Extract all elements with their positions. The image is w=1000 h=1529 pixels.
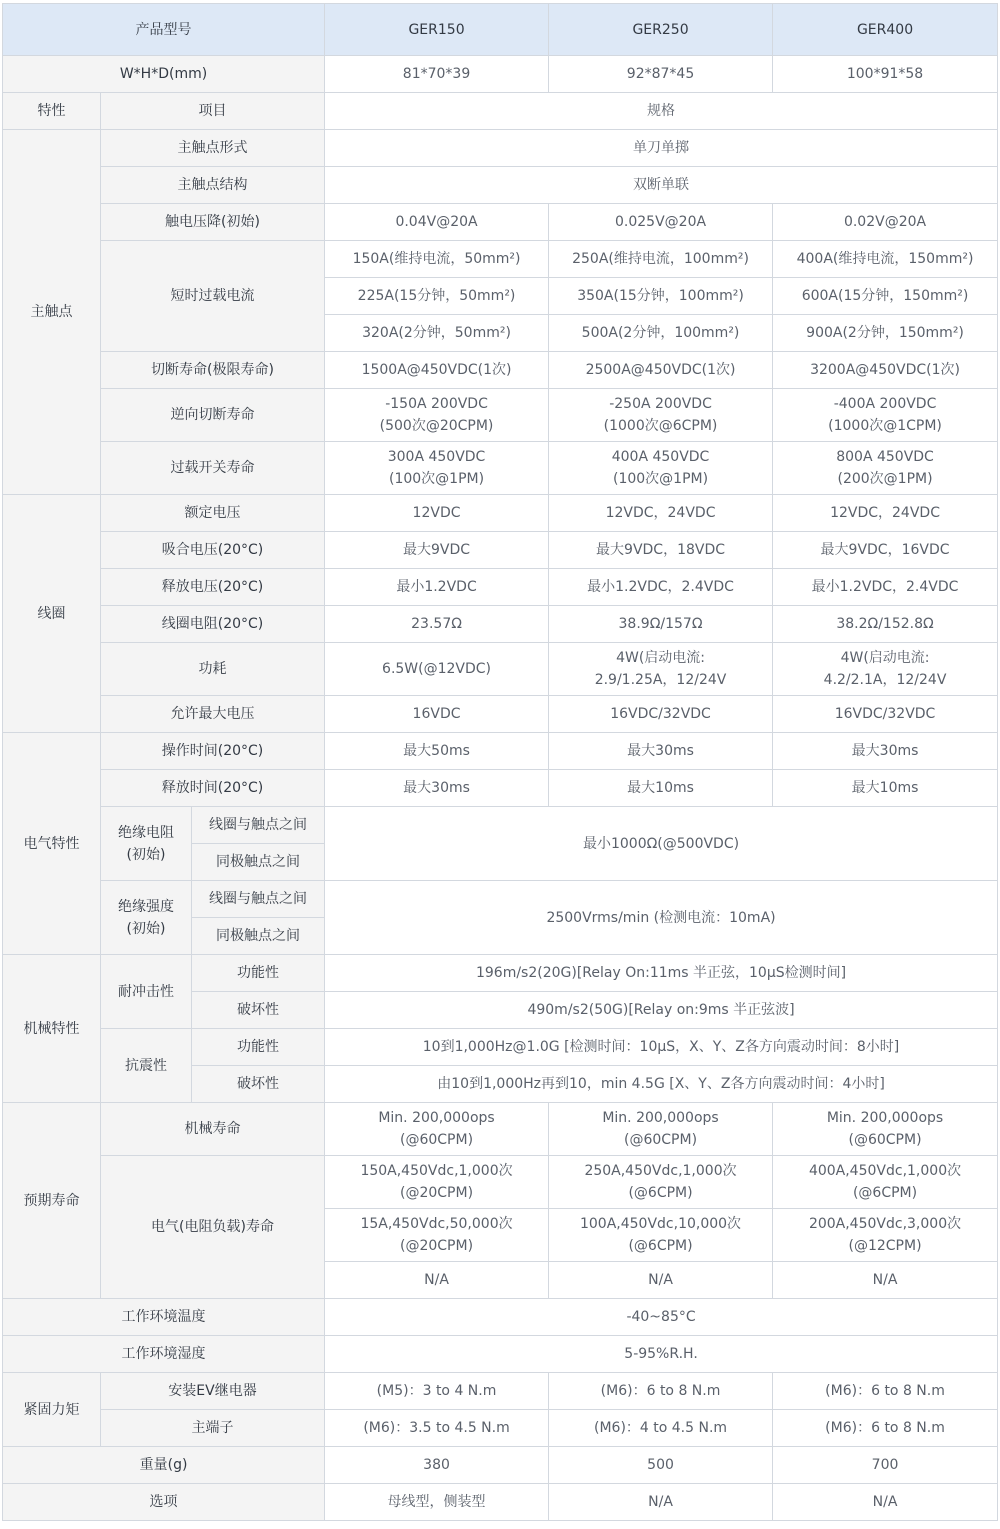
row-label: 额定电压	[101, 495, 325, 532]
cell-value: 双断单联	[325, 167, 998, 204]
cell-value: (M6)：6 to 8 N.m	[773, 1410, 998, 1447]
cell-value: 12VDC，24VDC	[549, 495, 773, 532]
row-label: 抗震性	[101, 1029, 192, 1103]
cell-value: 700	[773, 1447, 998, 1484]
cell-value: 100A,450Vdc,10,000次 (@6CPM)	[549, 1209, 773, 1262]
cell-value: 4W(启动电流: 4.2/2.1A，12/24V	[773, 643, 998, 696]
row-label: 短时过载电流	[101, 241, 325, 352]
cell-value: 38.2Ω/152.8Ω	[773, 606, 998, 643]
row-label: 主端子	[101, 1410, 325, 1447]
row-label: 安装EV继电器	[101, 1373, 325, 1410]
cell-value: 500A(2分钟，100mm²)	[549, 315, 773, 352]
table-row	[3, 442, 998, 495]
cell-value: 0.025V@20A	[549, 204, 773, 241]
cell-value: 400A,450Vdc,1,000次 (@6CPM)	[773, 1156, 998, 1209]
sub-label: 功能性	[192, 955, 325, 992]
table-row	[3, 93, 998, 130]
row-label: 释放时间(20°C)	[101, 770, 325, 807]
table-row	[3, 204, 998, 241]
cell-value: 4W(启动电流: 2.9/1.25A，12/24V	[549, 643, 773, 696]
cell-value: -40~85°C	[325, 1299, 998, 1336]
row-label: 吸合电压(20°C)	[101, 532, 325, 569]
row-label: 允许最大电压	[101, 696, 325, 733]
cell-value: 母线型，侧装型	[325, 1484, 549, 1521]
cell-value: 最大10ms	[549, 770, 773, 807]
cell-value: N/A	[325, 1262, 549, 1299]
cell-value: Min. 200,000ops (@60CPM)	[549, 1103, 773, 1156]
cell-value: 最大10ms	[773, 770, 998, 807]
row-label: 电气(电阻负载)寿命	[101, 1156, 325, 1299]
row-label: 释放电压(20°C)	[101, 569, 325, 606]
row-label: 重量(g)	[3, 1447, 325, 1484]
model-ger400: GER400	[773, 4, 998, 56]
table-row	[3, 1336, 998, 1373]
sub-label: 破坏性	[192, 992, 325, 1029]
cell-value: 150A,450Vdc,1,000次 (@20CPM)	[325, 1156, 549, 1209]
row-label: 线圈电阻(20°C)	[101, 606, 325, 643]
table-row	[3, 643, 998, 696]
table-row	[3, 130, 998, 167]
cell-value: 5-95%R.H.	[325, 1336, 998, 1373]
table-row	[3, 352, 998, 389]
cell-value: 16VDC/32VDC	[549, 696, 773, 733]
row-label: 选项	[3, 1484, 325, 1521]
table-row	[3, 532, 998, 569]
cell-value: 350A(15分钟，100mm²)	[549, 278, 773, 315]
cell-value: 最大9VDC，16VDC	[773, 532, 998, 569]
cell-value: (M6)：3.5 to 4.5 N.m	[325, 1410, 549, 1447]
item-heading: 项目	[101, 93, 325, 130]
cell-value: -250A 200VDC (1000次@6CPM)	[549, 389, 773, 442]
table-row	[3, 569, 998, 606]
cell-value: 0.04V@20A	[325, 204, 549, 241]
cell-value: 最大9VDC	[325, 532, 549, 569]
cell-value: 2500Vrms/min (检测电流：10mA)	[325, 881, 998, 955]
cell-value: 600A(15分钟，150mm²)	[773, 278, 998, 315]
table-row	[3, 770, 998, 807]
cell-value: 320A(2分钟，50mm²)	[325, 315, 549, 352]
row-label: 功耗	[101, 643, 325, 696]
cell-value: 最小1.2VDC，2.4VDC	[549, 569, 773, 606]
table-row	[3, 807, 998, 844]
sub-label: 破坏性	[192, 1066, 325, 1103]
cell-value: Min. 200,000ops (@60CPM)	[773, 1103, 998, 1156]
cell-value: 2500A@450VDC(1次)	[549, 352, 773, 389]
dimensions-label: W*H*D(mm)	[3, 56, 325, 93]
table-row	[3, 1029, 998, 1066]
cell-value: 400A 450VDC (100次@1PM)	[549, 442, 773, 495]
cell-value: 3200A@450VDC(1次)	[773, 352, 998, 389]
cell-value: 250A,450Vdc,1,000次 (@6CPM)	[549, 1156, 773, 1209]
sub-label: 同极触点之间	[192, 844, 325, 881]
cell-value: 最大30ms	[549, 733, 773, 770]
model-header: 产品型号	[3, 4, 325, 56]
row-label: 机械寿命	[101, 1103, 325, 1156]
cell-value: -150A 200VDC (500次@20CPM)	[325, 389, 549, 442]
cell-value: Min. 200,000ops (@60CPM)	[325, 1103, 549, 1156]
cell-value: 10到1,000Hz@1.0G [检测时间：10μS，X、Y、Z各方向震动时间：8小时]	[325, 1029, 998, 1066]
group-mechanical: 机械特性	[3, 955, 101, 1103]
cell-value: N/A	[773, 1262, 998, 1299]
cell-value: 300A 450VDC (100次@1PM)	[325, 442, 549, 495]
cell-value: (M6)：6 to 8 N.m	[549, 1373, 773, 1410]
cell-value: N/A	[549, 1262, 773, 1299]
row-label: 绝缘强度 (初始)	[101, 881, 192, 955]
cell-value: 0.02V@20A	[773, 204, 998, 241]
cell-value: 200A,450Vdc,3,000次 (@12CPM)	[773, 1209, 998, 1262]
dimension-value: 92*87*45	[549, 56, 773, 93]
dimension-value: 100*91*58	[773, 56, 998, 93]
cell-value: 最小1000Ω(@500VDC)	[325, 807, 998, 881]
table-row	[3, 389, 998, 442]
table-row	[3, 167, 998, 204]
cell-value: 12VDC	[325, 495, 549, 532]
table-row	[3, 955, 998, 992]
cell-value: (M6)：4 to 4.5 N.m	[549, 1410, 773, 1447]
row-label: 工作环境温度	[3, 1299, 325, 1336]
table-row	[3, 733, 998, 770]
spec-table	[2, 3, 998, 1521]
row-label: 工作环境湿度	[3, 1336, 325, 1373]
cell-value: 800A 450VDC (200次@1PM)	[773, 442, 998, 495]
cell-value: 225A(15分钟，50mm²)	[325, 278, 549, 315]
row-label: 主触点形式	[101, 130, 325, 167]
row-label: 操作时间(20°C)	[101, 733, 325, 770]
cell-value: 380	[325, 1447, 549, 1484]
group-main-contact: 主触点	[3, 130, 101, 495]
cell-value: N/A	[773, 1484, 998, 1521]
cell-value: 最小1.2VDC	[325, 569, 549, 606]
cell-value: 400A(维持电流，150mm²)	[773, 241, 998, 278]
table-row	[3, 606, 998, 643]
cell-value: N/A	[549, 1484, 773, 1521]
cell-value: 最大9VDC，18VDC	[549, 532, 773, 569]
sub-label: 同极触点之间	[192, 918, 325, 955]
sub-label: 线圈与触点之间	[192, 881, 325, 918]
table-row	[3, 1156, 998, 1209]
table-row	[3, 696, 998, 733]
row-label: 触电压降(初始)	[101, 204, 325, 241]
cell-value: 12VDC，24VDC	[773, 495, 998, 532]
table-row	[3, 1373, 998, 1410]
row-label: 过载开关寿命	[101, 442, 325, 495]
cell-value: 1500A@450VDC(1次)	[325, 352, 549, 389]
cell-value: 38.9Ω/157Ω	[549, 606, 773, 643]
group-life: 预期寿命	[3, 1103, 101, 1299]
property-heading: 特性	[3, 93, 101, 130]
cell-value: 250A(维持电流，100mm²)	[549, 241, 773, 278]
group-coil: 线圈	[3, 495, 101, 733]
table-row	[3, 241, 998, 278]
table-header-row	[3, 4, 998, 56]
row-label: 主触点结构	[101, 167, 325, 204]
cell-value: 16VDC/32VDC	[773, 696, 998, 733]
sub-label: 线圈与触点之间	[192, 807, 325, 844]
cell-value: -400A 200VDC (1000次@1CPM)	[773, 389, 998, 442]
model-ger250: GER250	[549, 4, 773, 56]
table-row	[3, 1484, 998, 1521]
table-row	[3, 56, 998, 93]
cell-value: 最大50ms	[325, 733, 549, 770]
cell-value: (M6)：6 to 8 N.m	[773, 1373, 998, 1410]
cell-value: 23.57Ω	[325, 606, 549, 643]
spec-heading: 规格	[325, 93, 998, 130]
table-row	[3, 1410, 998, 1447]
table-row	[3, 1299, 998, 1336]
cell-value: 196m/s2(20G)[Relay On:11ms 半正弦，10μS检测时间]	[325, 955, 998, 992]
sub-label: 功能性	[192, 1029, 325, 1066]
group-electrical: 电气特性	[3, 733, 101, 955]
model-ger150: GER150	[325, 4, 549, 56]
row-label: 耐冲击性	[101, 955, 192, 1029]
cell-value: 单刀单掷	[325, 130, 998, 167]
cell-value: 490m/s2(50G)[Relay on:9ms 半正弦波]	[325, 992, 998, 1029]
group-torque: 紧固力矩	[3, 1373, 101, 1447]
cell-value: 6.5W(@12VDC)	[325, 643, 549, 696]
cell-value: 由10到1,000Hz再到10，min 4.5G [X、Y、Z各方向震动时间：4小时]	[325, 1066, 998, 1103]
cell-value: 最小1.2VDC，2.4VDC	[773, 569, 998, 606]
cell-value: 16VDC	[325, 696, 549, 733]
cell-value: 500	[549, 1447, 773, 1484]
table-row	[3, 1103, 998, 1156]
cell-value: (M5)：3 to 4 N.m	[325, 1373, 549, 1410]
cell-value: 最大30ms	[773, 733, 998, 770]
table-row	[3, 495, 998, 532]
cell-value: 150A(维持电流，50mm²)	[325, 241, 549, 278]
row-label: 切断寿命(极限寿命)	[101, 352, 325, 389]
row-label: 绝缘电阻 (初始)	[101, 807, 192, 881]
table-row	[3, 881, 998, 918]
cell-value: 15A,450Vdc,50,000次 (@20CPM)	[325, 1209, 549, 1262]
row-label: 逆向切断寿命	[101, 389, 325, 442]
table-row	[3, 1447, 998, 1484]
cell-value: 最大30ms	[325, 770, 549, 807]
dimension-value: 81*70*39	[325, 56, 549, 93]
cell-value: 900A(2分钟，150mm²)	[773, 315, 998, 352]
